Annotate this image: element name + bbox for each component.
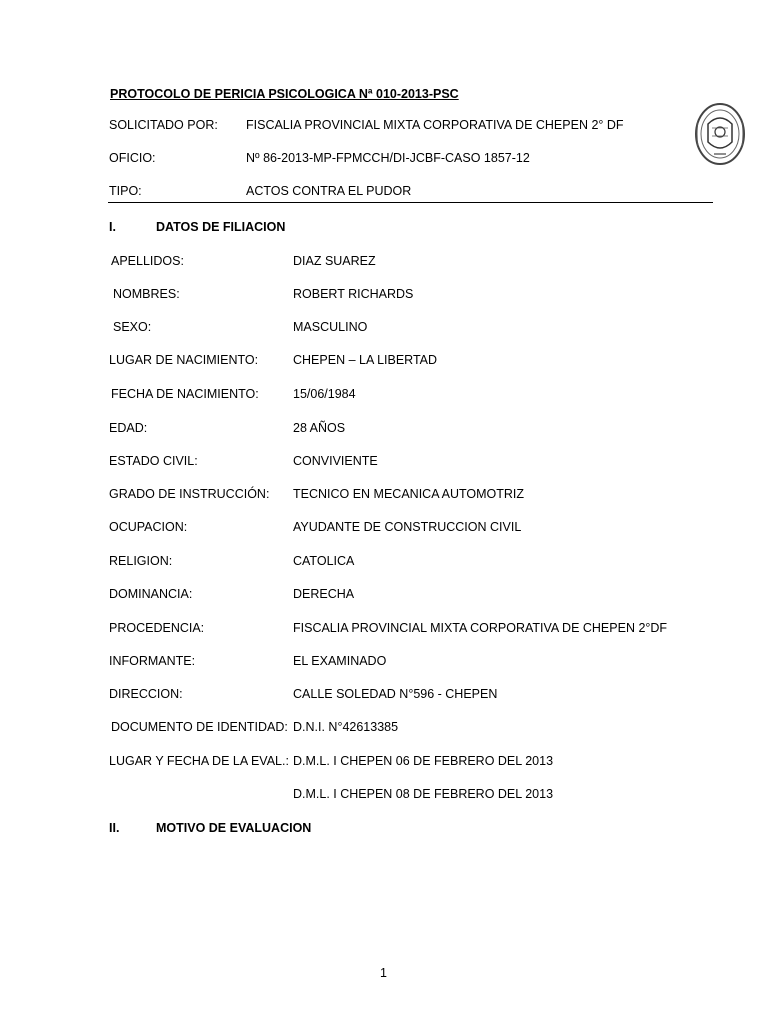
oficio-label: OFICIO: <box>109 151 156 165</box>
field-value: TECNICO EN MECANICA AUTOMOTRIZ <box>293 487 525 501</box>
field-label: SEXO: <box>113 320 152 334</box>
field-value: AYUDANTE DE CONSTRUCCION CIVIL <box>293 520 522 534</box>
field-value: CONVIVIENTE <box>293 454 378 468</box>
field-value: CATOLICA <box>293 554 355 568</box>
field-value: CHEPEN – LA LIBERTAD <box>293 353 438 367</box>
field-label: INFORMANTE: <box>109 654 196 668</box>
field-value: MASCULINO <box>293 320 368 334</box>
field-value: ROBERT RICHARDS <box>293 287 414 301</box>
document-title: PROTOCOLO DE PERICIA PSICOLOGICA Nª 010-2013-PSC <box>110 87 459 101</box>
field-value: EL EXAMINADO <box>293 654 387 668</box>
tipo-value: ACTOS CONTRA EL PUDOR <box>246 184 412 198</box>
section-number: II. <box>109 821 120 835</box>
field-value: D.N.I. N°42613385 <box>293 720 399 734</box>
field-label: RELIGION: <box>109 554 173 568</box>
section-number: I. <box>109 220 116 234</box>
oficio-value: Nº 86-2013-MP-FPMCCH/DI-JCBF-CASO 1857-12 <box>246 151 530 165</box>
field-label: LUGAR Y FECHA DE LA EVAL.: <box>109 754 289 768</box>
solicitado-por-label: SOLICITADO POR: <box>109 118 218 132</box>
field-label: OCUPACION: <box>109 520 188 534</box>
field-value: CALLE SOLEDAD N°596 - CHEPEN <box>293 687 498 701</box>
field-value: DIAZ SUAREZ <box>293 254 376 268</box>
field-label: EDAD: <box>109 421 148 435</box>
field-label: NOMBRES: <box>113 287 180 301</box>
field-label: LUGAR DE NACIMIENTO: <box>109 353 259 367</box>
field-label: FECHA DE NACIMIENTO: <box>111 387 259 401</box>
section-title-datos-filiacion: DATOS DE FILIACION <box>156 220 286 234</box>
page-number: 1 <box>380 966 387 980</box>
header-divider <box>108 202 713 203</box>
solicitado-por-value: FISCALIA PROVINCIAL MIXTA CORPORATIVA DE CHEPEN 2° DF <box>246 118 624 132</box>
field-value: D.M.L. I CHEPEN 06 DE FEBRERO DEL 2013 <box>293 754 554 768</box>
field-label: DOMINANCIA: <box>109 587 193 601</box>
field-label: DIRECCION: <box>109 687 183 701</box>
field-label: ESTADO CIVIL: <box>109 454 198 468</box>
field-label: APELLIDOS: <box>111 254 184 268</box>
field-label: DOCUMENTO DE IDENTIDAD: <box>111 720 288 734</box>
official-seal-icon <box>694 102 746 166</box>
field-value: 28 AÑOS <box>293 421 346 435</box>
field-value: DERECHA <box>293 587 355 601</box>
field-value: D.M.L. I CHEPEN 08 DE FEBRERO DEL 2013 <box>293 787 554 801</box>
field-value: FISCALIA PROVINCIAL MIXTA CORPORATIVA DE CHEPEN 2°DF <box>293 621 668 635</box>
section-title-motivo-evaluacion: MOTIVO DE EVALUACION <box>156 821 312 835</box>
tipo-label: TIPO: <box>109 184 142 198</box>
field-label: GRADO DE INSTRUCCIÓN: <box>109 487 270 501</box>
field-label: PROCEDENCIA: <box>109 621 205 635</box>
field-value: 15/06/1984 <box>293 387 356 401</box>
